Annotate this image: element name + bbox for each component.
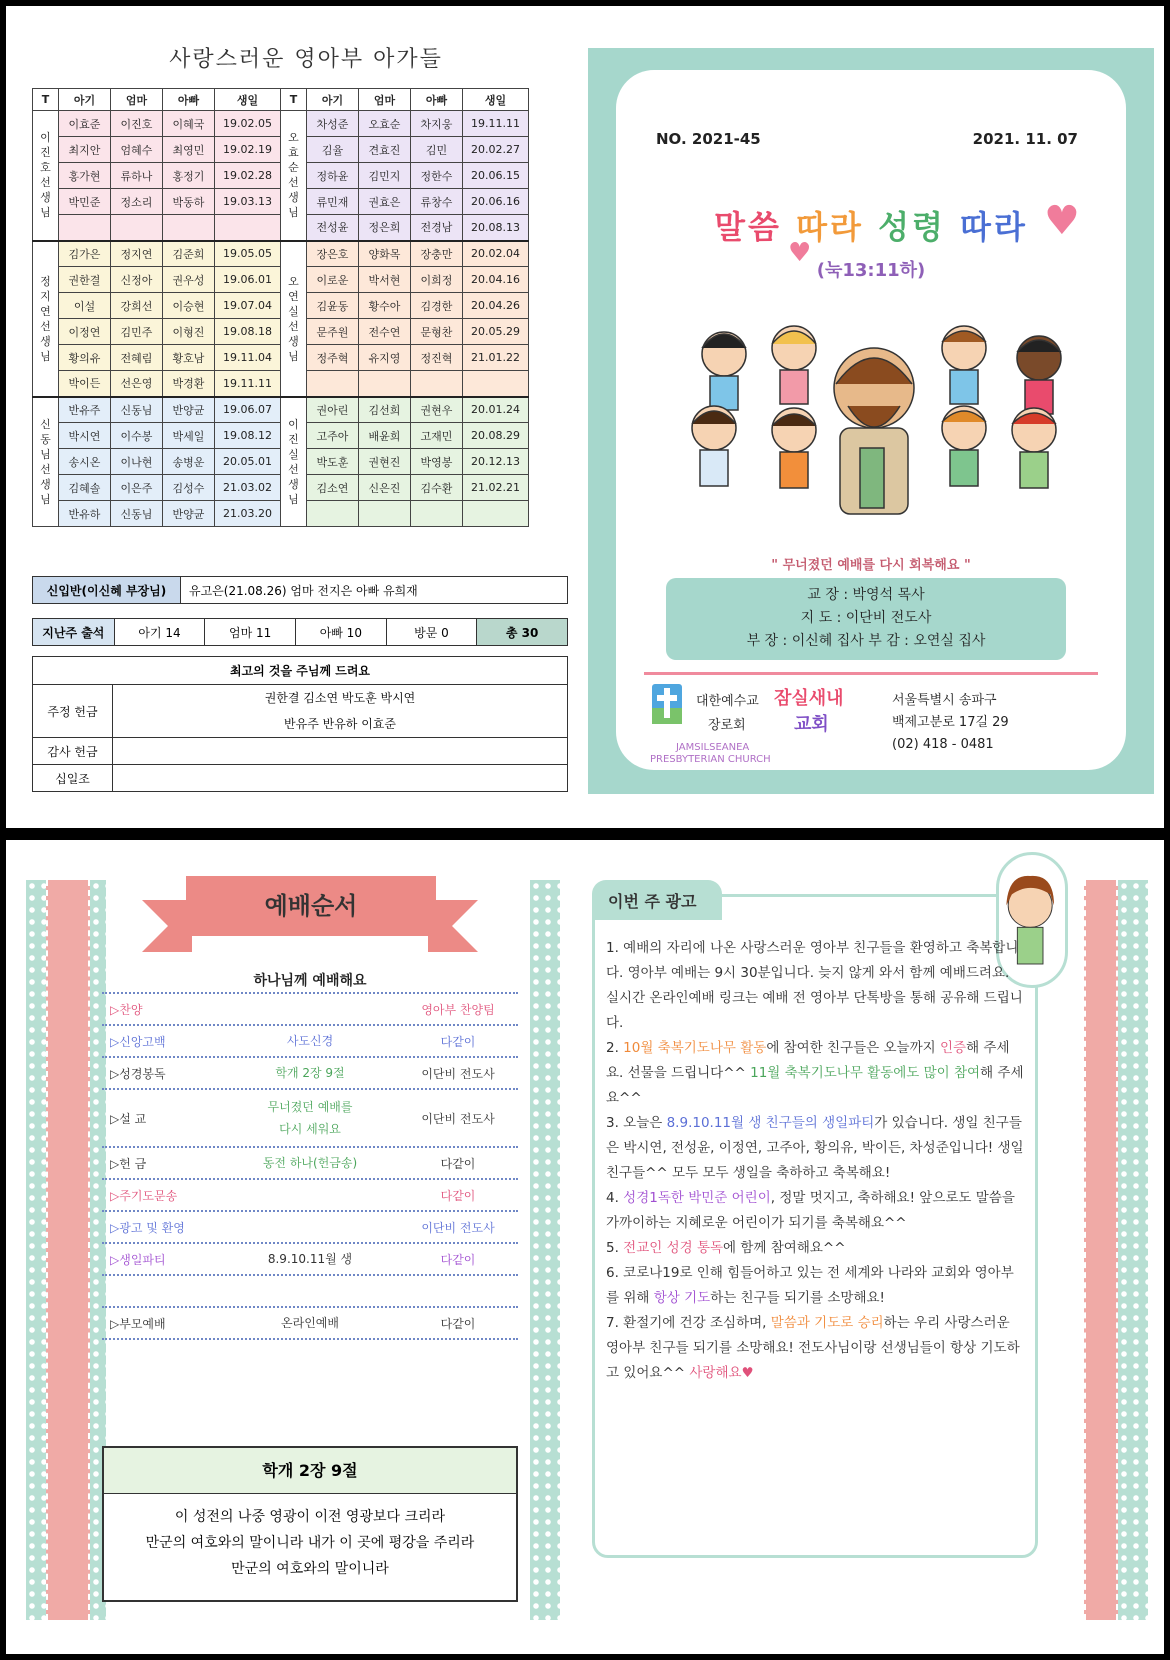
- memory-verse-title: 학개 2장 9절: [104, 1448, 516, 1494]
- issue-date: 2021. 11. 07: [972, 130, 1078, 148]
- bulletin-page-1: [6, 6, 1164, 828]
- header-cell: 엄마: [359, 89, 411, 111]
- announcement-3: 3. 오늘은 8.9.10.11월 생 친구들의 생일파티가 있습니다. 생일 친구들은 박시연, 전성윤, 이정연, 고주아, 황의유, 박이든, 차성준입니다! 생일 친구들^^ 모두 모두 생일을 축하하고 축복해요!: [606, 1115, 1024, 1181]
- name-cell: [411, 501, 463, 527]
- birthday-cell: 20.05.01: [215, 449, 281, 475]
- name-cell: 반유주: [59, 397, 111, 423]
- teacher-cell: 이 진 실 선 생 님: [281, 397, 307, 527]
- worship-item-name: ▷부모예배: [110, 1316, 166, 1331]
- birthday-cell: 20.08.13: [463, 215, 529, 241]
- roster-row: [33, 241, 529, 267]
- name-cell: 전혜림: [111, 345, 163, 371]
- heart-icon: ♥: [788, 238, 812, 268]
- birthday-cell: 19.08.12: [215, 423, 281, 449]
- birthday-cell: [215, 215, 281, 241]
- offering-table: [32, 656, 568, 792]
- announcement-2: 2. 10월 축복기도나무 활동에 참여한 친구들은 오늘까지 인증해 주세요. 선물을 드립니다^^ 11월 축복기도나무 활동에도 많이 참여해 주세요^^: [606, 1040, 1024, 1106]
- birthday-cell: 19.11.11: [463, 111, 529, 137]
- name-cell: 이승현: [163, 293, 215, 319]
- announcements-text: [606, 936, 1026, 1386]
- name-cell: 이수봉: [111, 423, 163, 449]
- header-cell: 아빠: [163, 89, 215, 111]
- worship-item-leader: 이단비 전도사: [421, 1220, 495, 1235]
- name-cell: 권현우: [411, 397, 463, 423]
- name-cell: 김율: [307, 137, 359, 163]
- name-cell: 이형진: [163, 319, 215, 345]
- birthday-cell: 20.08.29: [463, 423, 529, 449]
- name-cell: 선은영: [111, 371, 163, 397]
- name-cell: 권현진: [359, 449, 411, 475]
- name-cell: 김수환: [411, 475, 463, 501]
- name-cell: 류민재: [307, 189, 359, 215]
- cover-title: [624, 202, 1118, 248]
- header-cell: 아기: [307, 89, 359, 111]
- staff-director: 지 도 : 이단비 전도사: [800, 610, 932, 626]
- worship-item-name: ▷성경봉독: [110, 1066, 166, 1081]
- name-cell: 권효은: [359, 189, 411, 215]
- name-cell: 양화목: [359, 241, 411, 267]
- worship-order-subtitle: 하나님께 예배해요: [253, 973, 367, 989]
- name-cell: 김민지: [359, 163, 411, 189]
- birthday-cell: 20.12.13: [463, 449, 529, 475]
- offering-title: 최고의 것을 주님께 드려요: [33, 657, 567, 685]
- name-cell: 배윤희: [359, 423, 411, 449]
- name-cell: 김성수: [163, 475, 215, 501]
- worship-item-leader: 다같이: [440, 1156, 476, 1171]
- cover-panel: [588, 48, 1154, 794]
- bulletin-page-2: [6, 840, 1164, 1654]
- teacher-cell: 정 지 연 선 생 님: [33, 241, 59, 397]
- name-cell: 송시온: [59, 449, 111, 475]
- striped-border: [1084, 880, 1118, 1620]
- name-cell: [359, 371, 411, 397]
- name-cell: 이은주: [111, 475, 163, 501]
- birthday-cell: 20.05.29: [463, 319, 529, 345]
- worship-item-detail: 온라인예배: [281, 1316, 339, 1330]
- worship-item-leader: 다같이: [440, 1252, 476, 1267]
- worship-order-item: [102, 1178, 518, 1210]
- name-cell: 송병운: [163, 449, 215, 475]
- birthday-cell: 19.02.19: [215, 137, 281, 163]
- worship-order-item: [102, 1088, 518, 1146]
- name-cell: 박시연: [59, 423, 111, 449]
- birthday-cell: 19.02.28: [215, 163, 281, 189]
- announcement-6: 6. 코로나19로 인해 힘들어하고 있는 전 세계와 나라와 교회와 영아부를 위해 항상 기도하는 친구들 되기를 소망해요!: [606, 1265, 1014, 1306]
- worship-item-name: ▷설 교: [110, 1111, 147, 1126]
- name-cell: [163, 215, 215, 241]
- worship-order-item: [102, 1306, 518, 1338]
- name-cell: 박서현: [359, 267, 411, 293]
- birthday-cell: 21.03.02: [215, 475, 281, 501]
- name-cell: 차지웅: [411, 111, 463, 137]
- birthday-cell: 20.04.16: [463, 267, 529, 293]
- offering-weekly-row: [33, 685, 567, 738]
- birthday-cell: [463, 501, 529, 527]
- name-cell: 신정아: [111, 267, 163, 293]
- staff-principal: 교 장 : 박영석 목사: [807, 587, 925, 603]
- birthday-cell: 21.01.22: [463, 345, 529, 371]
- worship-order-item: [102, 1146, 518, 1178]
- announcement-5: 5. 전교인 성경 통독에 함께 참여해요^^: [606, 1240, 846, 1256]
- name-cell: 황호남: [163, 345, 215, 371]
- roster-row: [33, 397, 529, 423]
- church-address: [892, 690, 1009, 756]
- name-cell: 정은희: [359, 215, 411, 241]
- name-cell: 박민준: [59, 189, 111, 215]
- birthday-cell: 20.02.27: [463, 137, 529, 163]
- name-cell: 정한수: [411, 163, 463, 189]
- announcement-7: 7. 환절기에 건강 조심하며, 말씀과 기도로 승리하는 우리 사랑스러운 영아부 친구들 되기를 소망해요! 전도사님이랑 선생님들이 항상 기도하고 있어요^^ 사랑해요♥: [606, 1315, 1020, 1381]
- name-cell: 전수연: [359, 319, 411, 345]
- roster-body: [33, 111, 529, 527]
- name-cell: 장충만: [411, 241, 463, 267]
- name-cell: [411, 371, 463, 397]
- name-cell: 이희정: [411, 267, 463, 293]
- name-cell: 신동님: [111, 397, 163, 423]
- name-cell: 유지영: [359, 345, 411, 371]
- worship-item-leader: 다같이: [440, 1316, 476, 1331]
- worship-order-item: [102, 1242, 518, 1274]
- verse-line: 이 성전의 나중 영광이 이전 영광보다 크리라: [174, 1509, 446, 1525]
- name-cell: 김가은: [59, 241, 111, 267]
- roster-title: 사랑스러운 영아부 아가들: [169, 47, 443, 72]
- worship-item-detail: 학개 2장 9절: [275, 1066, 345, 1080]
- worship-item-name: ▷주기도문송: [110, 1188, 178, 1203]
- church-denomination: 대한예수교: [696, 694, 759, 709]
- divider: [644, 672, 1098, 675]
- title-word: 성령: [878, 208, 946, 246]
- name-cell: 정주혁: [307, 345, 359, 371]
- name-cell: 신은진: [359, 475, 411, 501]
- name-cell: 정소리: [111, 189, 163, 215]
- offering-weekly-names-1: 권한결 김소연 박도훈 박시연: [264, 691, 416, 705]
- worship-item-detail: 무너졌던 예배를 다시 세워요: [267, 1100, 353, 1136]
- birthday-cell: [463, 371, 529, 397]
- name-cell: [59, 215, 111, 241]
- header-cell: T: [33, 89, 59, 111]
- birthday-cell: 19.06.01: [215, 267, 281, 293]
- name-cell: 이설: [59, 293, 111, 319]
- header-cell: 생일: [215, 89, 281, 111]
- name-cell: 장은호: [307, 241, 359, 267]
- offering-tithe-row: [33, 765, 567, 791]
- name-cell: 박도훈: [307, 449, 359, 475]
- name-cell: 이혜국: [163, 111, 215, 137]
- attendance-label: 지난주 출석: [33, 619, 115, 645]
- birthday-cell: 19.03.13: [215, 189, 281, 215]
- name-cell: 권우성: [163, 267, 215, 293]
- worship-item-leader: 다같이: [440, 1188, 476, 1203]
- birthday-cell: 19.11.11: [215, 371, 281, 397]
- title-word: 따라: [796, 208, 864, 246]
- birthday-cell: 20.04.26: [463, 293, 529, 319]
- children-with-jesus-illustration: [664, 318, 1084, 518]
- dotted-border: [26, 880, 46, 1620]
- heart-icon: ♥: [1044, 198, 1080, 244]
- announcement-4: 4. 성경1독한 박민준 어린이, 정말 멋지고, 축하해요! 앞으로도 말씀을 가까이하는 지혜로운 어린이가 되기를 축복해요^^: [606, 1190, 1015, 1231]
- birthday-cell: 20.06.15: [463, 163, 529, 189]
- name-cell: 견효진: [359, 137, 411, 163]
- worship-item-name: ▷생일파티: [110, 1252, 166, 1267]
- name-cell: 홍가현: [59, 163, 111, 189]
- attendance-mom: 엄마 11: [205, 619, 296, 645]
- roster-row: [33, 111, 529, 137]
- offering-tithe-label: 십일조: [33, 765, 113, 791]
- attendance-visit: 방문 0: [387, 619, 478, 645]
- staff-box: [666, 578, 1066, 660]
- memory-verse-box: [102, 1446, 518, 1602]
- name-cell: 강희선: [111, 293, 163, 319]
- church-english-2: PRESBYTERIAN CHURCH: [650, 754, 771, 765]
- worship-item-leader: 이단비 전도사: [421, 1111, 495, 1126]
- name-cell: 박경환: [163, 371, 215, 397]
- name-cell: [307, 501, 359, 527]
- name-cell: 김소연: [307, 475, 359, 501]
- church-name-suffix: 교회: [794, 714, 829, 735]
- attendance-row: [32, 618, 568, 646]
- worship-item-name: ▷광고 및 환영: [110, 1220, 185, 1235]
- name-cell: 최영민: [163, 137, 215, 163]
- name-cell: 박동하: [163, 189, 215, 215]
- roster-header-row: [33, 89, 529, 111]
- offering-thanks-row: [33, 738, 567, 765]
- birthday-cell: 19.05.05: [215, 241, 281, 267]
- name-cell: 이효준: [59, 111, 111, 137]
- teacher-cell: 오 연 실 선 생 님: [281, 241, 307, 397]
- striped-border: [46, 880, 90, 1620]
- name-cell: 이나현: [111, 449, 163, 475]
- name-cell: 박세일: [163, 423, 215, 449]
- name-cell: 권한결: [59, 267, 111, 293]
- verse-line: 만군의 여호와의 말이니라: [231, 1561, 389, 1577]
- name-cell: 오효순: [359, 111, 411, 137]
- name-cell: 김윤동: [307, 293, 359, 319]
- name-cell: 엄혜수: [111, 137, 163, 163]
- address-line-1: 서울특별시 송파구: [892, 693, 997, 708]
- church-name: 잠실새내: [774, 688, 844, 709]
- worship-item-name: ▷헌 금: [110, 1156, 147, 1171]
- name-cell: 홍정기: [163, 163, 215, 189]
- name-cell: 황수아: [359, 293, 411, 319]
- offering-thanks-label: 감사 헌금: [33, 738, 113, 764]
- name-cell: [111, 215, 163, 241]
- title-word: 말씀: [714, 208, 782, 246]
- teacher-cell: 신 동 님 선 생 님: [33, 397, 59, 527]
- name-cell: 고재민: [411, 423, 463, 449]
- dotted-border: [1118, 880, 1148, 1620]
- announcement-1: 1. 예배의 자리에 나온 사랑스러운 영아부 친구들을 환영하고 축복합니다. 영아부 예배는 9시 30분입니다. 늦지 않게 와서 함께 예배드려요. 실시간 온라인예배 링크는 예배 전 영아부 단톡방을 통해 공유해 드립니다.: [606, 940, 1023, 1031]
- worship-order-item: [102, 1056, 518, 1088]
- worship-order-item: [102, 1210, 518, 1242]
- cover-reference: (눅13:11하): [816, 260, 926, 281]
- title-word: 따라: [960, 208, 1028, 246]
- birthday-cell: 19.07.04: [215, 293, 281, 319]
- verse-line: 만군의 여호와의 말이니라 내가 이 곳에 평강을 주리라: [145, 1535, 475, 1551]
- name-cell: 김선희: [359, 397, 411, 423]
- name-cell: 김경한: [411, 293, 463, 319]
- header-cell: 아빠: [411, 89, 463, 111]
- name-cell: 황의유: [59, 345, 111, 371]
- cover-slogan: " 무너졌던 예배를 다시 회복해요 ": [771, 558, 971, 573]
- worship-order-item: [102, 1274, 518, 1306]
- attendance-total: 총 30: [477, 619, 567, 645]
- divider: [102, 1338, 518, 1340]
- name-cell: 김혜솔: [59, 475, 111, 501]
- name-cell: 김준희: [163, 241, 215, 267]
- name-cell: 반양균: [163, 397, 215, 423]
- name-cell: 류하나: [111, 163, 163, 189]
- worship-order-item: [102, 1024, 518, 1056]
- name-cell: 이진호: [111, 111, 163, 137]
- header-cell: 생일: [463, 89, 529, 111]
- new-class-text: 유고은(21.08.26) 엄마 전지은 아빠 유희재: [189, 583, 418, 598]
- name-cell: 정하윤: [307, 163, 359, 189]
- name-cell: 김민주: [111, 319, 163, 345]
- name-cell: 문주원: [307, 319, 359, 345]
- name-cell: 신동님: [111, 501, 163, 527]
- birthday-cell: 19.08.18: [215, 319, 281, 345]
- birthday-cell: 19.02.05: [215, 111, 281, 137]
- name-cell: 박영봉: [411, 449, 463, 475]
- teacher-cell: 이 진 호 선 생 님: [33, 111, 59, 241]
- offering-weekly-names-2: 반유주 반유하 이효준: [284, 717, 396, 731]
- worship-item-leader: 이단비 전도사: [421, 1066, 495, 1081]
- birthday-cell: 20.01.24: [463, 397, 529, 423]
- worship-item-detail: 8.9.10.11월 생: [267, 1252, 353, 1266]
- header-cell: 아기: [59, 89, 111, 111]
- offering-weekly-label: 주정 헌금: [33, 685, 113, 737]
- address-line-2: 백제고분로 17길 29: [892, 715, 1009, 730]
- memory-verse-text: [104, 1494, 516, 1582]
- name-cell: [359, 501, 411, 527]
- name-cell: 전성윤: [307, 215, 359, 241]
- attendance-dad: 아빠 10: [296, 619, 387, 645]
- name-cell: 반유하: [59, 501, 111, 527]
- name-cell: 정지연: [111, 241, 163, 267]
- worship-order-banner: 예배순서: [186, 876, 436, 936]
- name-cell: 이로운: [307, 267, 359, 293]
- name-cell: 반양균: [163, 501, 215, 527]
- teacher-cell: 오 효 순 선 생 님: [281, 111, 307, 241]
- name-cell: 권아린: [307, 397, 359, 423]
- name-cell: 박이든: [59, 371, 111, 397]
- header-cell: 엄마: [111, 89, 163, 111]
- new-class-row: [32, 576, 568, 604]
- issue-number: NO. 2021-45: [656, 130, 761, 148]
- name-cell: 차성준: [307, 111, 359, 137]
- worship-item-name: ▷신앙고백: [110, 1034, 166, 1049]
- new-class-label: 신입반(이신혜 부장님): [33, 577, 181, 603]
- church-english-1: JAMSILSEANEA: [676, 742, 750, 753]
- name-cell: 문형찬: [411, 319, 463, 345]
- roster-table: [32, 88, 529, 527]
- name-cell: 고주아: [307, 423, 359, 449]
- header-cell: T: [281, 89, 307, 111]
- name-cell: 이정연: [59, 319, 111, 345]
- worship-order-item: [102, 992, 518, 1024]
- ribbon-left: [142, 900, 192, 952]
- birthday-cell: 20.06.16: [463, 189, 529, 215]
- worship-item-detail: 사도신경: [286, 1034, 334, 1048]
- cover-card: [624, 78, 1118, 765]
- attendance-baby: 아기 14: [115, 619, 206, 645]
- staff-heads: 부 장 : 이신혜 집사 부 감 : 오연실 집사: [746, 633, 986, 649]
- worship-item-leader: 영아부 찬양팀: [421, 1002, 495, 1017]
- dotted-border: [530, 880, 560, 1620]
- worship-item-detail: 동전 하나(헌금송): [262, 1156, 358, 1170]
- church-logo-icon: [650, 682, 684, 726]
- birthday-cell: 19.06.07: [215, 397, 281, 423]
- worship-item-name: ▷찬양: [110, 1002, 143, 1017]
- worship-item-leader: 다같이: [440, 1034, 476, 1049]
- name-cell: 류창수: [411, 189, 463, 215]
- phone-number: (02) 418 - 0481: [892, 737, 994, 752]
- name-cell: 전경남: [411, 215, 463, 241]
- birthday-cell: 19.11.04: [215, 345, 281, 371]
- birthday-cell: 21.03.20: [215, 501, 281, 527]
- name-cell: [307, 371, 359, 397]
- name-cell: 최지안: [59, 137, 111, 163]
- birthday-cell: 20.02.04: [463, 241, 529, 267]
- church-denomination-2: 장로회: [708, 718, 746, 733]
- worship-order-list: [102, 992, 518, 1340]
- name-cell: 김민: [411, 137, 463, 163]
- birthday-cell: 21.02.21: [463, 475, 529, 501]
- announcements-tab: 이번 주 광고: [592, 880, 722, 920]
- name-cell: 정진혁: [411, 345, 463, 371]
